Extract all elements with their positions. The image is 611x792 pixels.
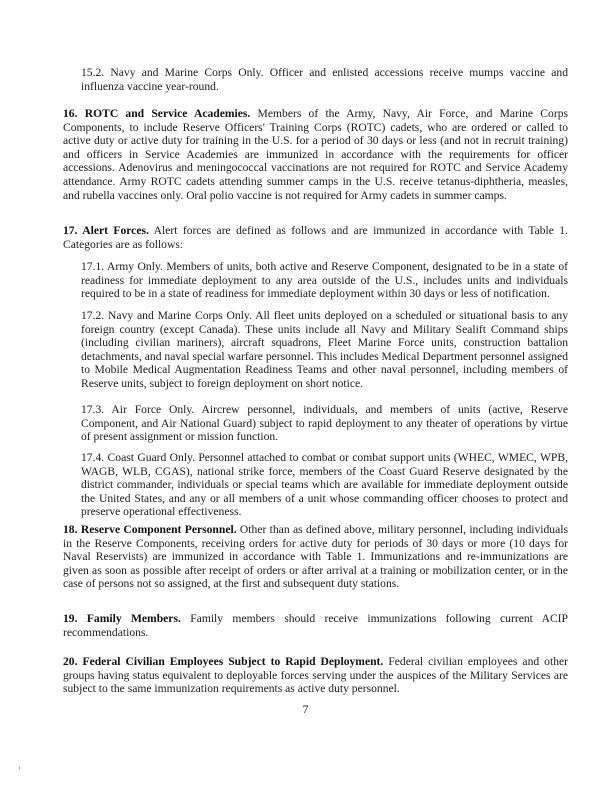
- section-heading: 17. Alert Forces.: [63, 224, 149, 237]
- paragraph-text: 17.1. Army Only. Members of units, both active and Reserve Component, designated to be in a state of readiness for immediate deployment to any area outside of the U.S., includes units and individuals required to be in a state of readiness for immediate deployment within 30 days or less of notification.: [81, 260, 568, 301]
- paragraph-17-1: [81, 260, 568, 301]
- section-17-alert-forces: [63, 224, 568, 251]
- paragraph-text: 17.2. Navy and Marine Corps Only. All fleet units deployed on a scheduled or situational basis to any foreign country (except Canada). These units include all Navy and Military Sealift Command ships (including civilian mariners), aircraft squadrons, Fleet Marine Force units, construction battalion detachments, and naval special warfare personnel. This includes Medical Department personnel assigned to Mobile Medical Augmentation Readiness Teams and other naval personnel, including members of Reserve units, subject to foreign deployment on short notice.: [81, 309, 568, 390]
- paragraph-text: 15.2. Navy and Marine Corps Only. Officer and enlisted accessions receive mumps vaccine and influenza vaccine year-round.: [81, 66, 568, 93]
- paragraph-text: 17.3. Air Force Only. Aircrew personnel, individuals, and members of units (active, Reserve Component, and Air National Guard) subject to rapid deployment to any theater of operations by virtue of present assignment or mission function.: [81, 403, 568, 444]
- paragraph-text: Family members should receive immunizations following current ACIP recommendations.: [63, 612, 568, 639]
- paragraph-17-2: [81, 309, 568, 391]
- paragraph-text: Other than as defined above, military personnel, including individuals in the Reserve Components, receiving orders for active duty for periods of 30 days or more (10 days for Naval Reservists) are immunized in accordance with Table 1. Immunizations and re-immunizations are given as soon as possible after receipt of orders or after arrival at a training or mobilization center, or in the case of persons not so assigned, at the first and subsequent duty stations.: [63, 523, 568, 591]
- paragraph-15-2: [81, 66, 568, 93]
- page-number: 7: [302, 702, 309, 716]
- paragraph-17-4: [81, 451, 568, 519]
- paragraph-text: Alert forces are defined as follows and are immunized in accordance with Table 1. Categories are as follows:: [63, 224, 568, 251]
- section-heading: 19. Family Members.: [63, 612, 181, 625]
- section-heading: 16. ROTC and Service Academies.: [63, 107, 251, 120]
- section-heading: 20. Federal Civilian Employees Subject to Rapid Deployment.: [63, 655, 384, 668]
- section-heading: 18. Reserve Component Personnel.: [63, 523, 237, 536]
- paragraph-text: 17.4. Coast Guard Only. Personnel attached to combat or combat support units (WHEC, WMEC, WPB, WAGB, WLB, CGAS), national strike force, members of the Coast Guard Reserve designated by the district commander, individuals or special teams which are available for immediate deployment outside the United States, and any or all members of a unit whose commanding officer chooses to protect and preserve operational effectiveness.: [81, 451, 568, 519]
- paragraph-text: Federal civilian employees and other groups having status equivalent to deployable forces serving under the auspices of the Military Services are subject to the same immunization requirements as active duty personnel.: [63, 655, 568, 696]
- scan-artifact: [19, 767, 20, 769]
- section-16-rotc: [63, 107, 568, 202]
- section-18-reserve-component: [63, 523, 568, 591]
- paragraph-17-3: [81, 403, 568, 444]
- paragraph-text: Members of the Army, Navy, Air Force, and Marine Corps Components, to include Reserve Officers' Training Corps (ROTC) cadets, who are ordered or called to active duty or active duty for training in the U.S. for a period of 30 days or less (and not in recruit training) and officers in Service Academies are immunized in accordance with the requirements for officer accessions. Adenovirus and meningococcal vaccinations are not required for ROTC and Service Academy attendance. Army ROTC cadets attending summer camps in the U.S. receive tetanus-diphtheria, measles, and rubella vaccines only. Oral polio vaccine is not required for Army cadets in summer camps.: [63, 107, 568, 202]
- section-20-federal-civilians: [63, 655, 568, 696]
- section-19-family-members: [63, 612, 568, 639]
